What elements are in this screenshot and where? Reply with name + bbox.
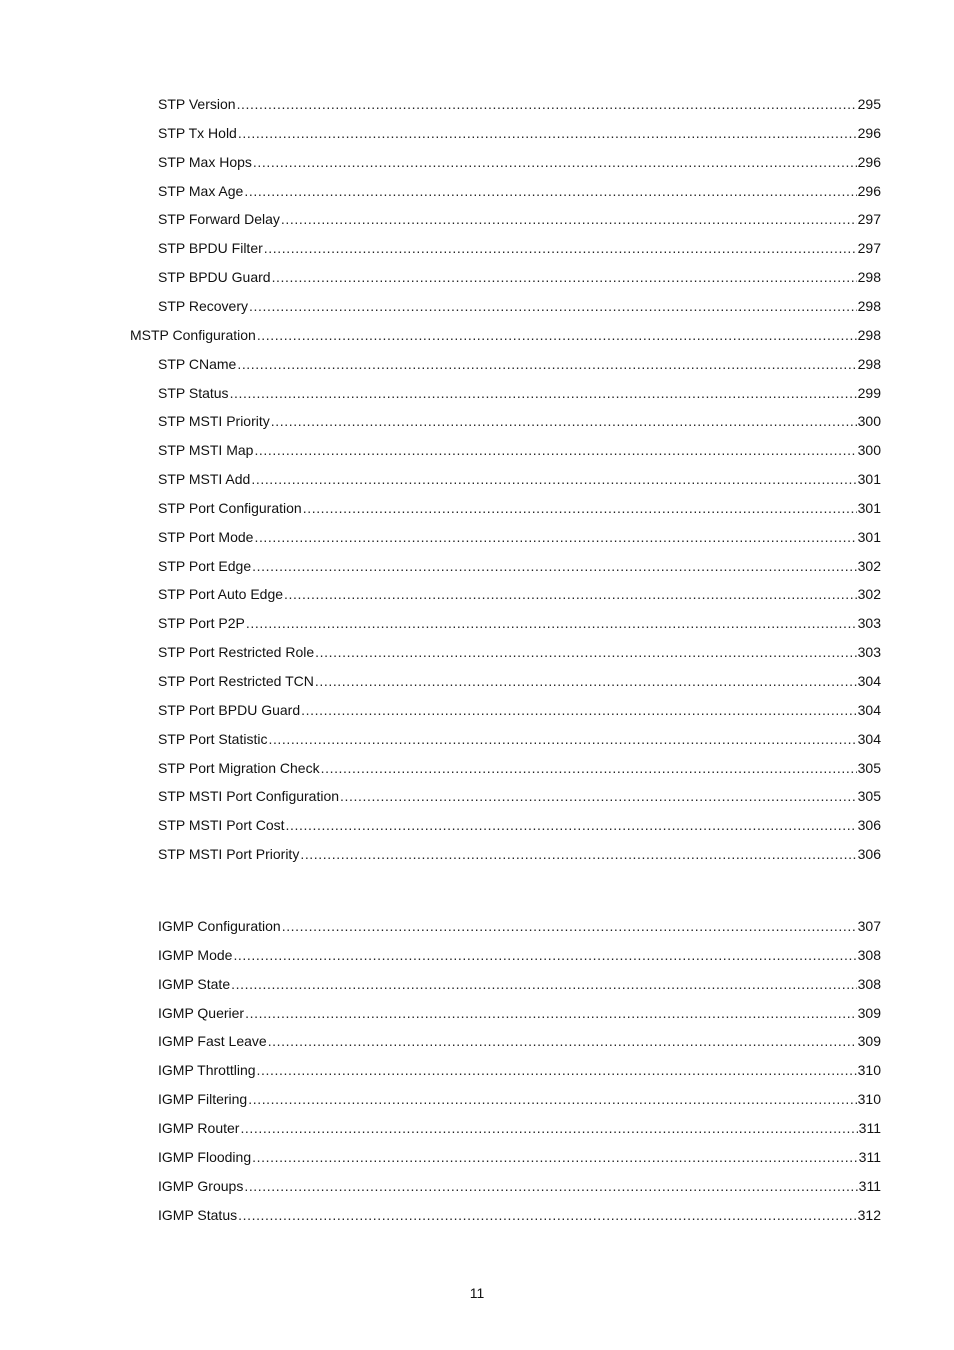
toc-entry-page: 310	[857, 1062, 881, 1079]
toc-entry-title: STP MSTI Port Configuration	[158, 788, 340, 805]
toc-dot-leader	[249, 296, 857, 316]
toc-entry-title: IGMP Filtering	[158, 1091, 248, 1108]
toc-entry-page: 304	[857, 730, 881, 747]
toc-entry[interactable]	[158, 815, 881, 835]
toc-entry[interactable]	[158, 1031, 881, 1051]
toc-dot-leader	[300, 844, 856, 864]
toc-entry-page: 298	[857, 355, 881, 372]
toc-entry-title: IGMP Configuration	[158, 918, 281, 934]
toc-entry[interactable]	[158, 1089, 881, 1109]
toc-entry[interactable]	[158, 411, 881, 431]
toc-entry-page: 298	[857, 326, 881, 343]
toc-entry[interactable]	[158, 123, 881, 143]
toc-entry-page: 310	[857, 1091, 881, 1108]
toc-entry[interactable]	[158, 238, 881, 258]
toc-entry[interactable]	[158, 1118, 881, 1138]
toc-entry-title: STP Port BPDU Guard	[158, 701, 301, 718]
toc-entry[interactable]	[158, 556, 881, 576]
toc-entry-title: STP MSTI Priority	[158, 413, 270, 430]
toc-dot-leader	[251, 469, 856, 489]
toc-entry-page: 301	[857, 471, 881, 488]
toc-dot-leader	[321, 758, 857, 778]
toc-entry-title: IGMP Status	[158, 1206, 238, 1223]
toc-entry[interactable]	[158, 844, 881, 864]
toc-entry-title: STP MSTI Map	[158, 442, 254, 459]
toc-entry[interactable]	[158, 1205, 881, 1225]
toc-entry[interactable]	[158, 584, 881, 604]
toc-dot-leader	[244, 181, 856, 201]
toc-entry[interactable]	[158, 786, 881, 806]
toc-entry-page: 311	[858, 1177, 881, 1194]
toc-entry-title: IGMP Router	[158, 1119, 240, 1136]
toc-entry-title: STP Port Restricted TCN	[158, 673, 314, 689]
toc-entry-title: IGMP Mode	[158, 946, 233, 963]
toc-dot-leader	[246, 613, 857, 633]
toc-entry-title: STP Port Statistic	[158, 730, 268, 747]
toc-dot-leader	[268, 729, 856, 749]
toc-dot-leader	[237, 354, 856, 374]
toc-dot-leader	[245, 1003, 857, 1023]
toc-entry-title: STP Version	[158, 96, 236, 112]
toc-entry-title: STP Max Hops	[158, 153, 252, 170]
toc-entry[interactable]	[158, 729, 881, 749]
toc-entry-page: 306	[857, 817, 881, 834]
toc-entry-title: STP MSTI Port Cost	[158, 817, 285, 834]
toc-entry-page: 296	[857, 182, 881, 199]
toc-entry-title: STP Port Auto Edge	[158, 586, 284, 603]
toc-entry-title: STP MSTI Port Priority	[158, 846, 300, 863]
toc-entry[interactable]	[158, 440, 881, 460]
toc-entry-title: IGMP Groups	[158, 1177, 244, 1194]
toc-dot-leader	[238, 123, 857, 143]
toc-entry[interactable]	[158, 209, 881, 229]
toc-entry-page: 302	[857, 557, 881, 574]
toc-dot-leader	[271, 411, 857, 431]
toc-entry-page: 305	[857, 759, 881, 776]
toc-entry-page: 311	[858, 1119, 881, 1136]
toc-entry[interactable]	[158, 354, 881, 374]
toc-entry[interactable]	[158, 181, 881, 201]
toc-entry-title: STP CName	[158, 355, 237, 372]
toc-dot-leader	[254, 440, 856, 460]
toc-entry-page: 298	[857, 297, 881, 314]
toc-entry[interactable]	[158, 383, 881, 403]
toc-entry-page: 304	[857, 673, 881, 689]
toc-dot-leader	[257, 325, 857, 345]
toc-entry[interactable]	[158, 498, 881, 518]
toc-entry[interactable]	[130, 325, 881, 345]
toc-entry-title: STP Tx Hold	[158, 124, 237, 141]
toc-entry-title: MSTP Configuration	[130, 326, 256, 343]
toc-entry-page: 306	[857, 846, 881, 863]
toc-entry[interactable]	[158, 642, 881, 662]
toc-entry[interactable]	[158, 1147, 881, 1167]
toc-entry-page: 296	[857, 153, 881, 170]
toc-dot-leader	[253, 152, 857, 172]
toc-dot-leader	[252, 1147, 858, 1167]
toc-dot-leader	[252, 556, 857, 576]
toc-entry-page: 300	[857, 442, 881, 459]
toc-entry[interactable]	[158, 700, 881, 720]
toc-entry-title: STP Port P2P	[158, 615, 245, 632]
toc-entry-title: STP Port Restricted Role	[158, 644, 315, 661]
toc-entry-page: 296	[857, 124, 881, 141]
toc-dot-leader	[233, 945, 856, 965]
toc-dot-leader	[281, 209, 857, 229]
toc-entry-title: STP Status	[158, 384, 229, 401]
toc-entry-title: STP Recovery	[158, 297, 248, 314]
toc-entry[interactable]	[158, 1003, 881, 1023]
toc-dot-leader	[238, 1205, 857, 1225]
page-number: 11	[469, 1285, 485, 1301]
toc-entry-page: 303	[857, 644, 881, 661]
toc-entry-title: STP Port Configuration	[158, 499, 302, 516]
toc-dot-leader	[240, 1118, 857, 1138]
toc-dot-leader	[254, 527, 856, 547]
toc-dot-leader	[303, 498, 857, 518]
toc-dot-leader	[301, 700, 857, 720]
toc-entry-page: 307	[857, 918, 881, 934]
toc-entry-page: 311	[858, 1148, 881, 1165]
toc-entry-page: 312	[857, 1206, 881, 1223]
toc-entry[interactable]	[158, 945, 881, 965]
toc-entry[interactable]	[158, 1060, 881, 1080]
toc-entry[interactable]	[158, 613, 881, 633]
toc-dot-leader	[272, 267, 857, 287]
toc-entry[interactable]	[158, 296, 881, 316]
toc-entry-page: 308	[857, 946, 881, 963]
toc-entry[interactable]	[158, 916, 881, 936]
toc-dot-leader	[231, 974, 857, 994]
toc-dot-leader	[315, 671, 857, 691]
toc-entry-title: STP Max Age	[158, 182, 244, 199]
toc-entry-page: 298	[857, 269, 881, 286]
toc-dot-leader	[340, 786, 857, 806]
toc-entry-page: 303	[857, 615, 881, 632]
toc-dot-leader	[282, 916, 857, 936]
toc-entry-title: STP Forward Delay	[158, 211, 280, 228]
toc-entry[interactable]	[158, 671, 881, 691]
toc-entry[interactable]	[158, 152, 881, 172]
toc-entry-page: 309	[857, 1004, 881, 1021]
toc-entry[interactable]	[158, 267, 881, 287]
toc-dot-leader	[286, 815, 857, 835]
toc-entry-title: STP BPDU Filter	[158, 240, 263, 257]
toc-entry[interactable]	[158, 527, 881, 547]
toc-entry-page: 305	[857, 788, 881, 805]
toc-entry-title: IGMP State	[158, 975, 231, 992]
toc-dot-leader	[244, 1176, 857, 1196]
toc-entry[interactable]	[158, 469, 881, 489]
toc-entry[interactable]	[158, 94, 881, 114]
toc-entry-page: 301	[857, 499, 881, 516]
toc-entry-title: IGMP Querier	[158, 1004, 245, 1021]
toc-dot-leader	[284, 584, 857, 604]
toc-entry-title: STP Port Edge	[158, 557, 252, 574]
toc-dot-leader	[248, 1089, 856, 1109]
toc-dot-leader	[257, 1060, 857, 1080]
toc-dot-leader	[237, 94, 857, 114]
toc-entry-page: 302	[857, 586, 881, 603]
toc-entry-page: 297	[857, 211, 881, 228]
toc-entry-title: STP BPDU Guard	[158, 269, 271, 286]
toc-dot-leader	[230, 383, 857, 403]
toc-dot-leader	[315, 642, 857, 662]
toc-entry-title: IGMP Throttling	[158, 1062, 256, 1079]
toc-entry[interactable]	[158, 1176, 881, 1196]
toc-dot-leader	[264, 238, 857, 258]
toc-dot-leader	[268, 1031, 857, 1051]
toc-entry[interactable]	[158, 758, 881, 778]
toc-entry-page: 301	[857, 528, 881, 545]
toc-entry[interactable]	[158, 974, 881, 994]
toc-entry-page: 297	[857, 240, 881, 257]
toc-entry-page: 304	[857, 701, 881, 718]
toc-entry-title: IGMP Fast Leave	[158, 1033, 267, 1050]
toc-entry-page: 295	[857, 96, 881, 112]
toc-entry-title: STP Port Mode	[158, 528, 254, 545]
toc-entry-title: STP Port Migration Check	[158, 759, 320, 776]
toc-entry-page: 300	[857, 413, 881, 430]
toc-entry-page: 308	[857, 975, 881, 992]
toc-entry-title: STP MSTI Add	[158, 471, 251, 488]
toc-entry-title: IGMP Flooding	[158, 1148, 252, 1165]
toc-entry-page: 309	[857, 1033, 881, 1050]
toc-entry-page: 299	[857, 384, 881, 401]
